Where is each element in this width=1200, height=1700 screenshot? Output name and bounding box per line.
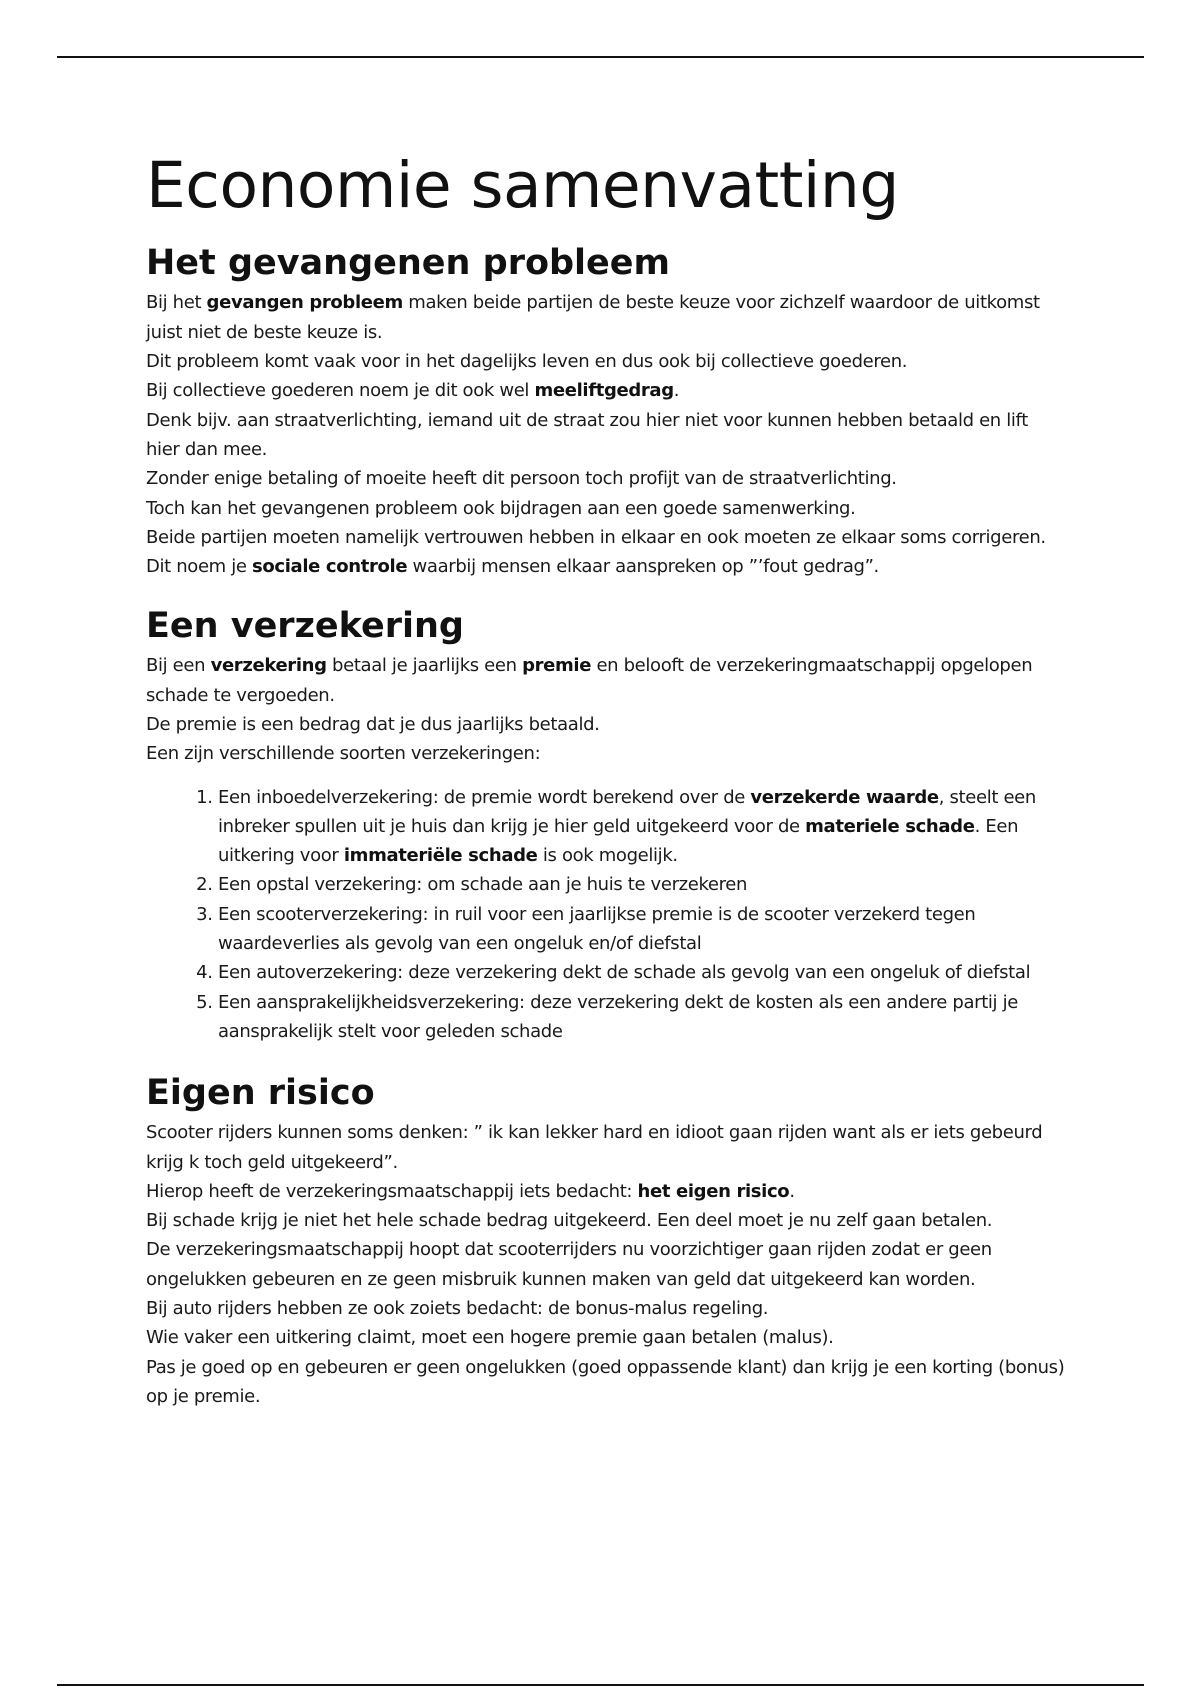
paragraph: Zonder enige betaling of moeite heeft dit persoon toch profijt van de straatverlichting. bbox=[146, 468, 897, 490]
text-run: , steelt een inbreker spullen uit je huis dan krijg je hier geld uitgekeerd voor de bbox=[218, 786, 1036, 837]
bold-term: gevangen probleem bbox=[206, 292, 403, 314]
paragraph: Bij schade krijg je niet het hele schade bedrag uitgekeerd. Een deel moet je nu zelf gaan betalen. bbox=[146, 1210, 993, 1232]
text-run: maken beide partijen de beste keuze voor zichzelf waardoor de uitkomst juist niet de beste keuze is. bbox=[146, 292, 1040, 343]
paragraph: Bij auto rijders hebben ze ook zoiets bedacht: de bonus-malus regeling. bbox=[146, 1298, 769, 1320]
text-run: waarbij mensen elkaar aanspreken op ”’fout gedrag”. bbox=[407, 556, 879, 578]
text-run: Dit noem je bbox=[146, 556, 252, 578]
paragraph: Toch kan het gevangenen probleem ook bijdragen aan een goede samenwerking. bbox=[146, 497, 856, 519]
bold-term: sociale controle bbox=[252, 556, 408, 578]
bold-term: verzekering bbox=[210, 655, 327, 677]
paragraph: Denk bijv. aan straatverlichting, iemand uit de straat zou hier niet voor kunnen hebben betaald en lift hier dan mee. bbox=[146, 409, 1028, 460]
list-item: 3. Een scooterverzekering: in ruil voor een jaarlijkse premie is de scooter verzekerd tegen waardeverlies als gevolg van een ongeluk en/of diefstal bbox=[218, 900, 1066, 959]
bold-term: verzekerde waarde bbox=[750, 786, 939, 808]
text-run: betaal je jaarlijks een bbox=[326, 655, 523, 677]
list-item bbox=[218, 783, 1066, 871]
document-title: Economie samenvatting bbox=[146, 149, 899, 222]
text-run: . bbox=[673, 380, 680, 402]
text-run: Bij een bbox=[146, 655, 211, 677]
section-verzekering bbox=[146, 605, 1066, 1046]
paragraph bbox=[146, 1177, 1066, 1206]
list-item: 2. Een opstal verzekering: om schade aan je huis te verzekeren bbox=[218, 870, 1066, 899]
text-run: Bij collectieve goederen noem je dit ook wel bbox=[146, 380, 535, 402]
section-gevangenen-probleem bbox=[146, 242, 1066, 581]
paragraph: De premie is een bedrag dat je dus jaarlijks betaald. bbox=[146, 714, 600, 735]
section-eigen-risico bbox=[146, 1072, 1066, 1411]
bold-term: meeliftgedrag bbox=[534, 380, 674, 402]
section-heading: Eigen risico bbox=[146, 1073, 375, 1114]
paragraph bbox=[146, 651, 1066, 710]
insurance-types-list bbox=[146, 783, 1066, 1047]
paragraph: Scooter rijders kunnen soms denken: ” ik kan lekker hard en idioot gaan rijden want als er iets gebeurd krijg k toch geld uitgekeerd”. bbox=[146, 1122, 1043, 1173]
header-rule bbox=[57, 56, 1144, 58]
page-content bbox=[146, 150, 1066, 1435]
bold-term: het eigen risico bbox=[637, 1180, 790, 1202]
paragraph: Wie vaker een uitkering claimt, moet een hogere premie gaan betalen (malus). bbox=[146, 1327, 834, 1349]
text-run: Een inboedelverzekering: de premie wordt berekend over de bbox=[218, 786, 751, 808]
paragraph: Dit probleem komt vaak voor in het dagelijks leven en dus ook bij collectieve goederen. bbox=[146, 351, 908, 373]
bold-term: premie bbox=[522, 655, 592, 677]
paragraph: De verzekeringsmaatschappij hoopt dat scooterrijders nu voorzichtiger gaan rijden zodat er geen ongelukken gebeuren en ze geen misbruik kunnen maken van geld dat uitgekeerd kan worden. bbox=[146, 1239, 992, 1290]
paragraph bbox=[146, 552, 1066, 581]
paragraph: Pas je goed op en gebeuren er geen ongelukken (goed oppassende klant) dan krijg je een korting (bonus) op je premie. bbox=[146, 1356, 1065, 1407]
bold-term: immateriële schade bbox=[343, 845, 538, 867]
section-heading: Het gevangenen probleem bbox=[146, 243, 670, 284]
text-run: is ook mogelijk. bbox=[537, 845, 678, 867]
paragraph bbox=[146, 288, 1066, 347]
list-item: 5. Een aansprakelijkheidsverzekering: deze verzekering dekt de kosten als een andere partij je aansprakelijk stelt voor geleden schade bbox=[218, 988, 1066, 1047]
text-run: Hierop heeft de verzekeringsmaatschappij iets bedacht: bbox=[146, 1180, 638, 1202]
text-run: Bij het bbox=[146, 292, 207, 314]
section-heading: Een verzekering bbox=[146, 606, 464, 647]
text-run: . Een uitkering voor bbox=[218, 815, 1019, 867]
list-item: 4. Een autoverzekering: deze verzekering dekt de schade als gevolg van een ongeluk of diefstal bbox=[218, 958, 1066, 987]
bold-term: materiele schade bbox=[805, 815, 975, 837]
paragraph: Beide partijen moeten namelijk vertrouwen hebben in elkaar en ook moeten ze elkaar soms corrigeren. bbox=[146, 526, 1046, 548]
text-run: en belooft de verzekeringmaatschappij opgelopen schade te vergoeden. bbox=[146, 655, 1033, 706]
text-run: . bbox=[789, 1180, 795, 1202]
paragraph bbox=[146, 376, 1066, 405]
footer-rule bbox=[57, 1684, 1144, 1686]
paragraph: Een zijn verschillende soorten verzekeringen: bbox=[146, 743, 541, 765]
